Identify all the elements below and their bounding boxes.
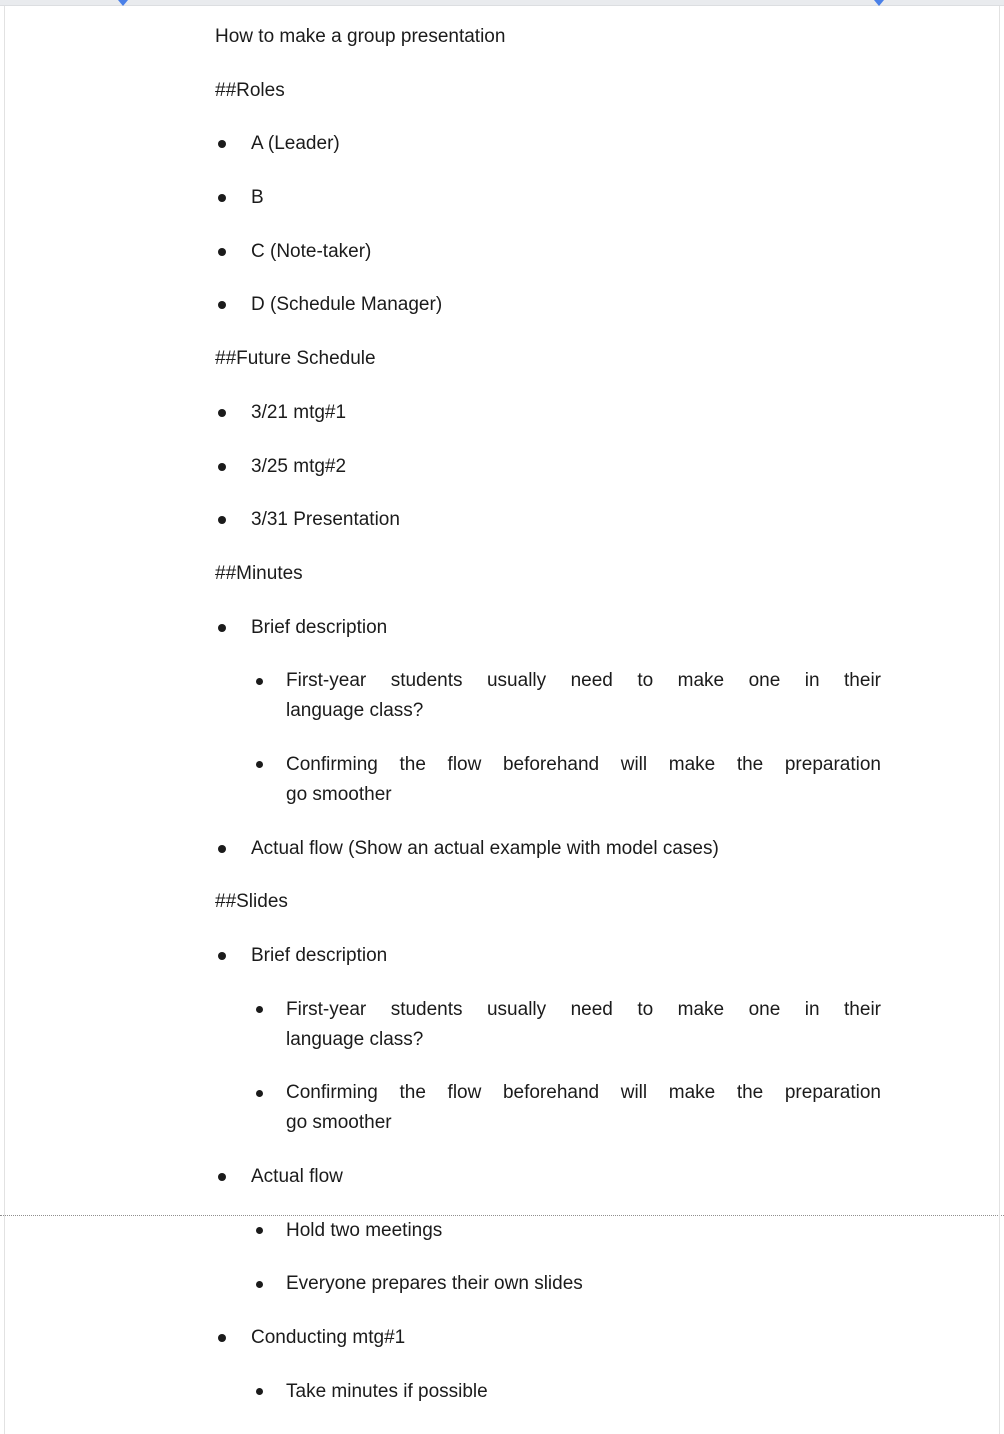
bullet-marker <box>218 952 226 960</box>
bullet-text-line[interactable]: First-year students usually need to make one in their <box>286 670 881 692</box>
bullet-text-line[interactable]: language class? <box>286 1028 424 1050</box>
bullet-text-line[interactable]: go smoother <box>286 1112 392 1134</box>
bullet-text[interactable]: 3/31 Presentation <box>251 509 400 531</box>
section-heading-future-schedule[interactable]: ##Future Schedule <box>215 348 376 370</box>
section-heading-slides[interactable]: ##Slides <box>215 891 288 913</box>
bullet-marker <box>256 1281 263 1288</box>
left-indent-marker-icon[interactable] <box>118 0 128 6</box>
bullet-text-line[interactable]: language class? <box>286 700 424 722</box>
bullet-item[interactable] <box>0 1162 1004 1192</box>
bullet-item[interactable] <box>0 183 1004 213</box>
bullet-item[interactable] <box>0 129 1004 159</box>
bullet-item[interactable] <box>0 290 1004 320</box>
bullet-text-line[interactable]: go smoother <box>286 783 392 805</box>
bullet-item[interactable] <box>0 834 1004 864</box>
bullet-item[interactable] <box>0 613 1004 643</box>
bullet-text-line[interactable]: Confirming the flow beforehand will make the preparation <box>286 1082 881 1104</box>
bullet-marker <box>256 1090 263 1097</box>
bullet-item[interactable] <box>0 750 1004 810</box>
bullet-text[interactable]: Conducting mtg#1 <box>251 1327 406 1349</box>
bullet-text[interactable]: 3/25 mtg#2 <box>251 455 347 477</box>
bullet-item[interactable] <box>0 505 1004 535</box>
bullet-item[interactable] <box>0 1377 1004 1407</box>
bullet-text[interactable]: Actual flow <box>251 1166 343 1188</box>
document-title[interactable]: How to make a group presentation <box>215 26 506 47</box>
bullet-text[interactable]: D (Schedule Manager) <box>251 294 443 316</box>
bullet-text[interactable]: A (Leader) <box>251 133 340 155</box>
bullet-marker <box>256 1006 263 1013</box>
bullet-text[interactable]: Everyone prepares their own slides <box>286 1273 583 1295</box>
section-heading-minutes[interactable]: ##Minutes <box>215 562 303 584</box>
bullet-item[interactable] <box>0 1078 1004 1138</box>
bullet-item[interactable] <box>0 941 1004 971</box>
bullet-text[interactable]: C (Note-taker) <box>251 240 372 262</box>
bullet-text-line[interactable]: Confirming the flow beforehand will make the preparation <box>286 753 881 775</box>
bullet-marker <box>218 463 226 471</box>
bullet-text[interactable]: Take minutes if possible <box>286 1380 488 1402</box>
bullet-text[interactable]: Brief description <box>251 616 388 638</box>
bullet-marker <box>218 194 226 202</box>
bullet-item[interactable] <box>0 398 1004 428</box>
bullet-text[interactable]: Actual flow (Show an actual example with model cases) <box>251 837 719 859</box>
bullet-item[interactable] <box>0 452 1004 482</box>
bullet-text[interactable]: Hold two meetings <box>286 1219 443 1241</box>
bullet-marker <box>218 248 226 256</box>
bullet-marker <box>218 1334 226 1342</box>
bullet-marker <box>256 1227 263 1234</box>
bullet-item[interactable] <box>0 1323 1004 1353</box>
section-heading-roles[interactable]: ##Roles <box>215 79 285 101</box>
right-indent-marker-icon[interactable] <box>874 0 884 6</box>
bullet-marker <box>256 678 263 685</box>
bullet-item[interactable] <box>0 666 1004 726</box>
bullet-marker <box>256 1388 263 1395</box>
bullet-marker <box>218 845 226 853</box>
bullet-marker <box>218 624 226 632</box>
ruler-strip[interactable] <box>0 0 1004 6</box>
page-right-border <box>999 5 1000 1434</box>
bullet-marker <box>218 516 226 524</box>
bullet-marker <box>218 1173 226 1181</box>
bullet-item[interactable] <box>0 1269 1004 1299</box>
bullet-item[interactable] <box>0 1216 1004 1246</box>
bullet-marker <box>218 409 226 417</box>
bullet-item[interactable] <box>0 995 1004 1055</box>
bullet-marker <box>218 301 226 309</box>
bullet-item[interactable] <box>0 237 1004 267</box>
bullet-marker <box>256 761 263 768</box>
bullet-text[interactable]: B <box>251 187 264 209</box>
bullet-text[interactable]: Brief description <box>251 945 388 966</box>
bullet-text-line[interactable]: First-year students usually need to make one in their <box>286 998 881 1020</box>
page-left-border <box>4 5 5 1434</box>
bullet-text[interactable]: 3/21 mtg#1 <box>251 401 347 423</box>
bullet-marker <box>218 140 226 148</box>
